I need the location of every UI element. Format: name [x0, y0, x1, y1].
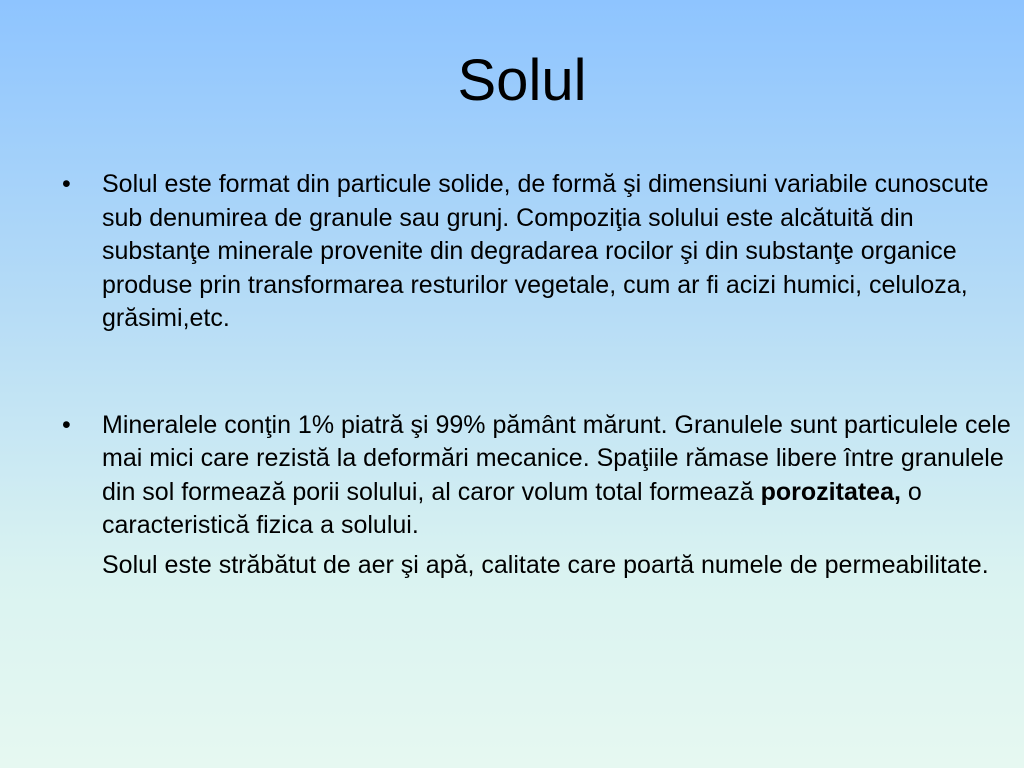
bullet-item-soil-composition	[62, 168, 1012, 336]
bullet-marker: •	[62, 170, 71, 198]
bullet-item-minerals-porosity	[62, 409, 1012, 583]
bullet-text: Solul este format din particule solide, de formă şi dimensiuni variabile cunoscute sub denumirea de granule sau grunj. Compoziţia solului este alcătuită din substanţe minerale provenite din degradarea rocilor şi din substanţe organice produse prin transformarea resturilor vegetale, cum ar fi acizi humici, celuloza, grăsimi,etc.	[102, 170, 989, 332]
bullet-text	[102, 409, 1012, 543]
bullet-continuation-text: Solul este străbătut de aer şi apă, calitate care poartă numele de permeabilitate.	[102, 550, 989, 579]
bullet-marker: •	[62, 410, 71, 439]
bold-term-porosity: porozitatea,	[760, 477, 901, 506]
bullet-list	[62, 168, 1012, 582]
bullet-text-after-bold: o caracteristică fizica a solului.	[102, 477, 922, 539]
slide-title: Solul	[457, 48, 587, 113]
bullet-text-before-bold: Mineralele conţin 1% piatră şi 99% pământ mărunt. Granulele sunt particulele cele mai mici care rezistă la deformări mecanice. Spaţiile rămase libere între granulele din sol formează porii solului, al caror volum total formează	[102, 410, 1011, 506]
